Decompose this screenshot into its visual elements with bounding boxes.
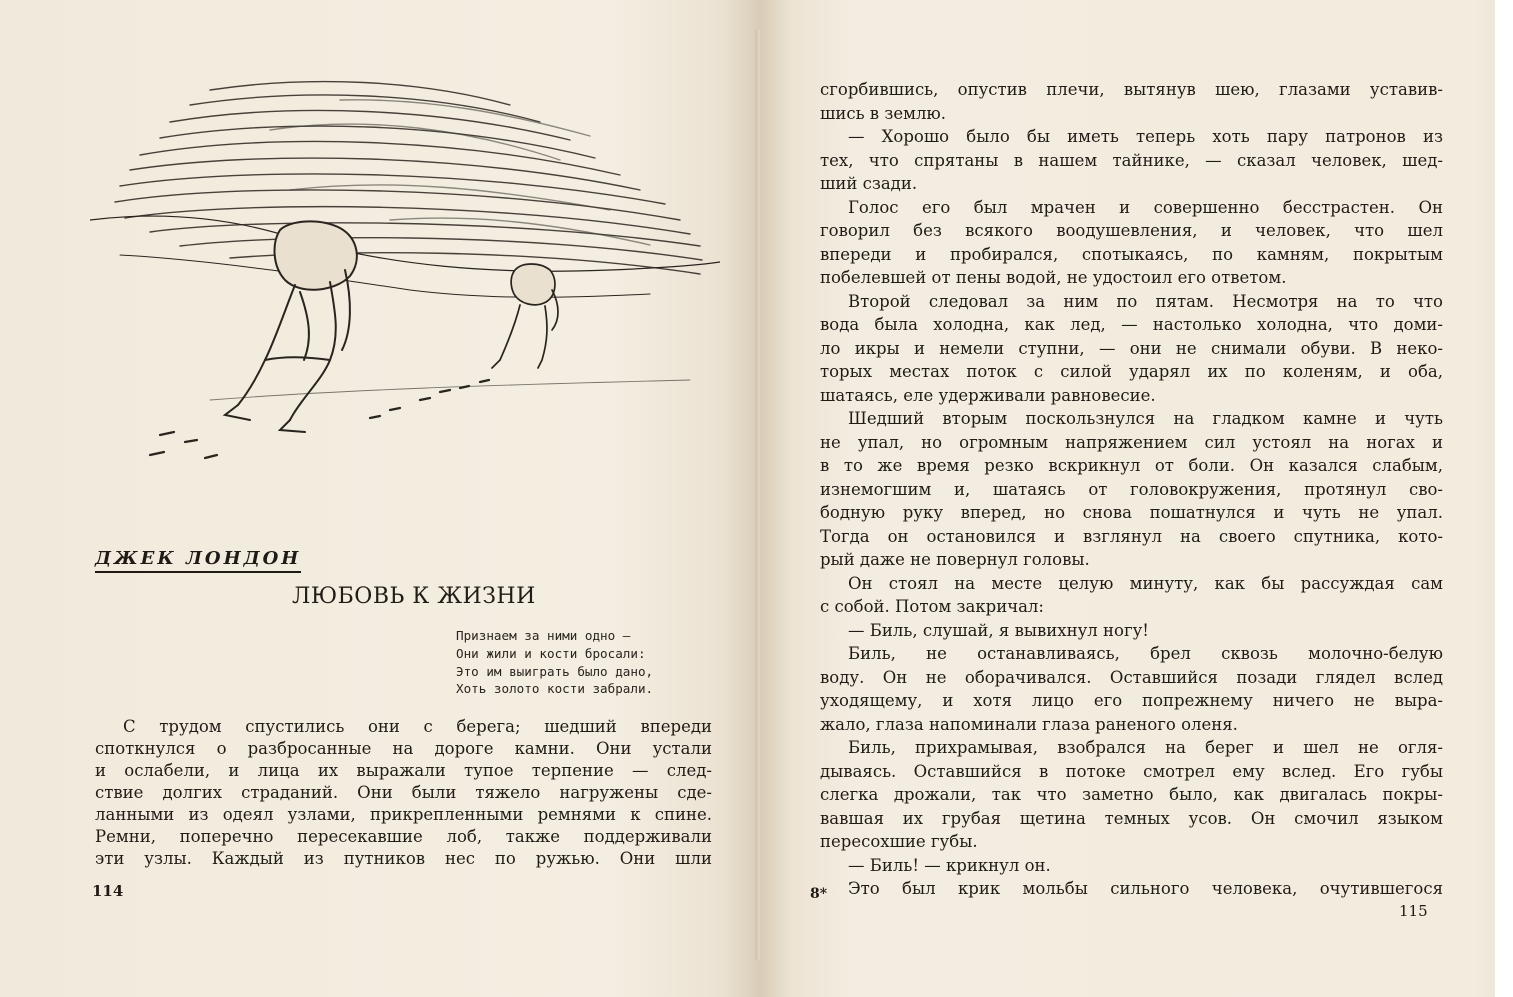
text-line: ствие долгих страданий. Они были тяжело нагружены сде- [95,783,712,802]
epigraph: Признаем за ними одно — Они жили и кости бросали: Это им выиграть было дано, Хоть золото кости забрали. [456,628,654,697]
text-line: споткнулся о разбросанные на дороге камни. Они устали [95,739,712,758]
text-line: Голос его был мрачен и совершенно бесстрастен. Он [848,197,1443,217]
text-line: Второй следовал за ним по пятам. Несмотря на то что [848,291,1443,311]
text-line: рый даже не повернул головы. [820,550,1090,569]
text-line: Это был крик мольбы сильного человека, очутившегося [848,879,1443,898]
text-line: Он стоял на месте целую минуту, как бы рассуждая сам [848,573,1443,593]
page-number-left: 114 [92,882,124,900]
text-line: впереди и пробирался, спотыкаясь, по камням, покрытым [820,244,1443,264]
text-line: жало, глаза напоминали глаза раненого оленя. [820,714,1238,734]
text-line: говорил без всякого воодушевления, и человек, что шел [820,221,1443,240]
text-line: побелевшей от пены водой, не удостоил его ответом. [820,268,1287,287]
text-line: в то же время резко вскрикнул от боли. Он казался слабым, [820,456,1443,475]
author-name: ДЖЕК ЛОНДОН [95,548,301,573]
text-line: не упал, но огромным напряжением сил устоял на ногах и [820,432,1443,452]
text-line: шатаясь, еле удерживали равновесие. [820,385,1156,405]
text-line: торых местах поток с силой ударял их по коленям, и оба, [820,362,1443,381]
page-number-right: 115 [1399,902,1428,920]
text-line: ланными из одеял узлами, прикрепленными ремнями к спине. [95,805,712,824]
text-line: С трудом спустились они с берега; шедший впереди [123,717,712,736]
text-line: слегка дрожали, так что заметно было, как двигалась покры- [820,785,1443,804]
text-line: пересохшие губы. [820,832,978,851]
text-line: изнемогшим и, шатаясь от головокружения, протянул сво- [820,479,1443,499]
text-line: воду. Он не оборачивался. Оставшийся позади глядел вслед [820,667,1443,687]
text-line: — Хорошо было бы иметь теперь хоть пару патронов из [848,127,1443,146]
text-line: Тогда он остановился и взглянул на своего спутника, кото- [820,526,1443,546]
text-line: — Биль, слушай, я вывихнул ногу! [848,620,1149,640]
text-line: Биль, прихрамывая, взобрался на берег и шел не огля- [848,738,1443,757]
text-line: шись в землю. [820,103,947,123]
text-line: Шедший вторым поскользнулся на гладком камне и чуть [848,409,1443,428]
text-line: — Биль! — крикнул он. [848,855,1051,875]
text-line: и ослабели, и лица их выражали тупое терпение — след- [95,761,712,780]
story-title: ЛЮБОВЬ К ЖИЗНИ [292,584,536,609]
text-line: с собой. Потом закричал: [820,597,1044,616]
text-line: Биль, не останавливаясь, брел сквозь молочно-белую [848,644,1443,663]
text-line: ло икры и немели ступни, — они не снимали обуви. В неко- [820,338,1443,358]
signature-mark: 8* [810,886,828,902]
illustration [90,70,720,470]
right-body-text [820,78,1443,901]
text-line: тех, что спрятаны в нашем тайнике, — сказал человек, шед- [820,150,1443,170]
text-line: эти узлы. Каждый из путников нес по ружью. Они шли [95,849,712,868]
text-line: вода была холодна, как лед, — настолько холодна, что доми- [820,315,1443,334]
text-line: сгорбившись, опустив плечи, вытянув шею, глазами уставив- [820,80,1443,99]
text-line: уходящему, и хотя лицо его попрежнему ничего не выра- [820,691,1443,710]
text-line: вавшая их грубая щетина темных усов. Он смочил языком [820,808,1443,828]
text-line: Ремни, поперечно пересекавшие лоб, также поддерживали [95,827,712,846]
text-line: бодную руку вперед, но снова пошатнулся и чуть не упал. [820,503,1443,522]
left-body-text [95,716,712,870]
text-line: ший сзади. [820,174,918,193]
text-line: дываясь. Оставшийся в потоке смотрел ему вслед. Его губы [820,761,1443,781]
